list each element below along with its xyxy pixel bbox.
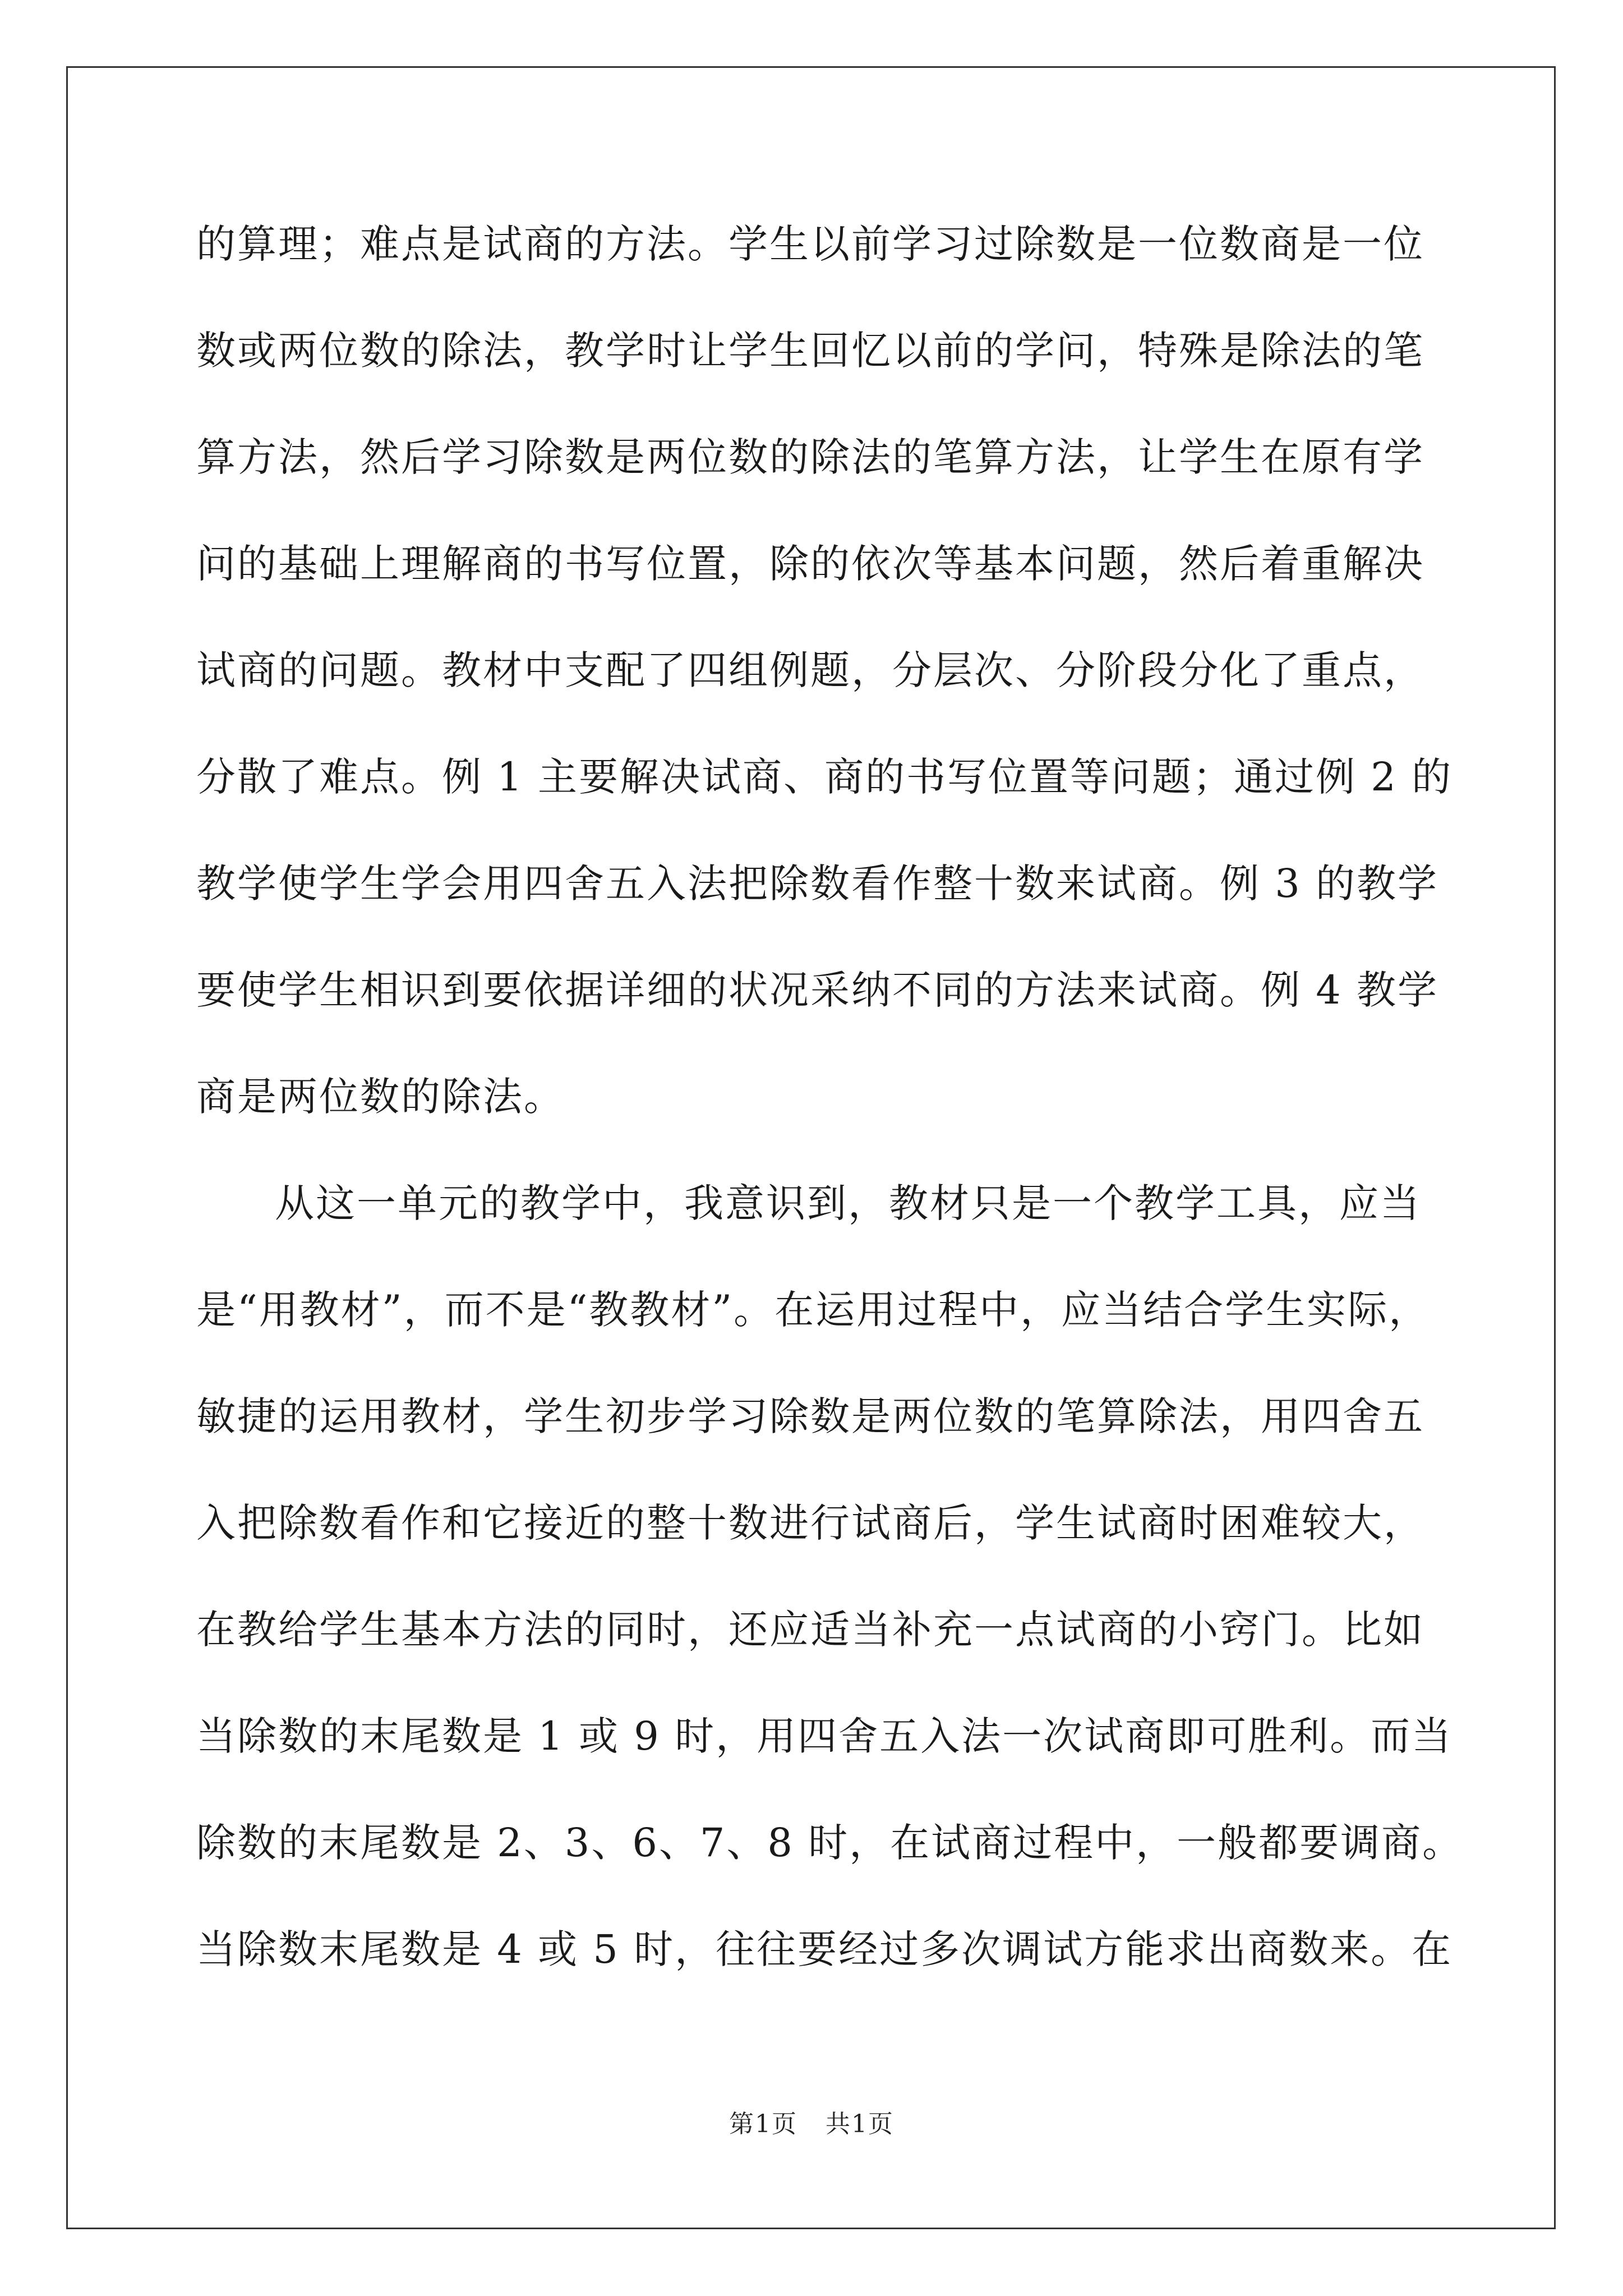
text-line: 教学使学生学会用四舍五入法把除数看作整十数来试商。例 3 的教学 [196,861,1439,907]
text-line: 数或两位数的除法，教学时让学生回忆以前的学问，特殊是除法的笔 [196,328,1424,374]
text-line: 除数的末尾数是 2、3、6、7、8 时，在试商过程中，一般都要调商。 [196,1820,1464,1866]
page-number: 第1页 [729,2110,797,2138]
text-line: 当除数的末尾数是 1 或 9 时，用四舍五入法一次试商即可胜利。而当 [196,1713,1453,1759]
text-line: 试商的问题。教材中支配了四组例题，分层次、分阶段分化了重点， [196,647,1424,693]
text-line: 在教给学生基本方法的同时，还应适当补充一点试商的小窍门。比如 [196,1607,1424,1653]
page-total: 共1页 [826,2110,894,2138]
text-line: 入把除数看作和它接近的整十数进行试商后，学生试商时困难较大， [196,1500,1424,1546]
text-line: 问的基础上理解商的书写位置，除的依次等基本问题，然后着重解决 [196,541,1424,587]
text-line: 的算理；难点是试商的方法。学生以前学习过除数是一位数商是一位 [196,221,1424,267]
text-line: 商是两位数的除法。 [196,1074,565,1120]
text-line: 从这一单元的教学中，我意识到，教材只是一个教学工具，应当 [275,1180,1421,1226]
text-line: 是“用教材”，而不是“教教材”。在运用过程中，应当结合学生实际， [196,1287,1430,1333]
text-line: 算方法，然后学习除数是两位数的除法的笔算方法，让学生在原有学 [196,434,1424,480]
text-line: 分散了难点。例 1 主要解决试商、商的书写位置等问题；通过例 2 的 [196,754,1453,800]
text-line: 当除数末尾数是 4 或 5 时，往往要经过多次调试方能求出商数来。在 [196,1926,1453,1972]
page-footer [0,2104,1623,2139]
document-body [196,202,1464,2014]
text-line: 要使学生相识到要依据详细的状况采纳不同的方法来试商。例 4 教学 [196,967,1439,1013]
text-line: 敏捷的运用教材，学生初步学习除数是两位数的笔算除法，用四舍五 [196,1393,1424,1439]
